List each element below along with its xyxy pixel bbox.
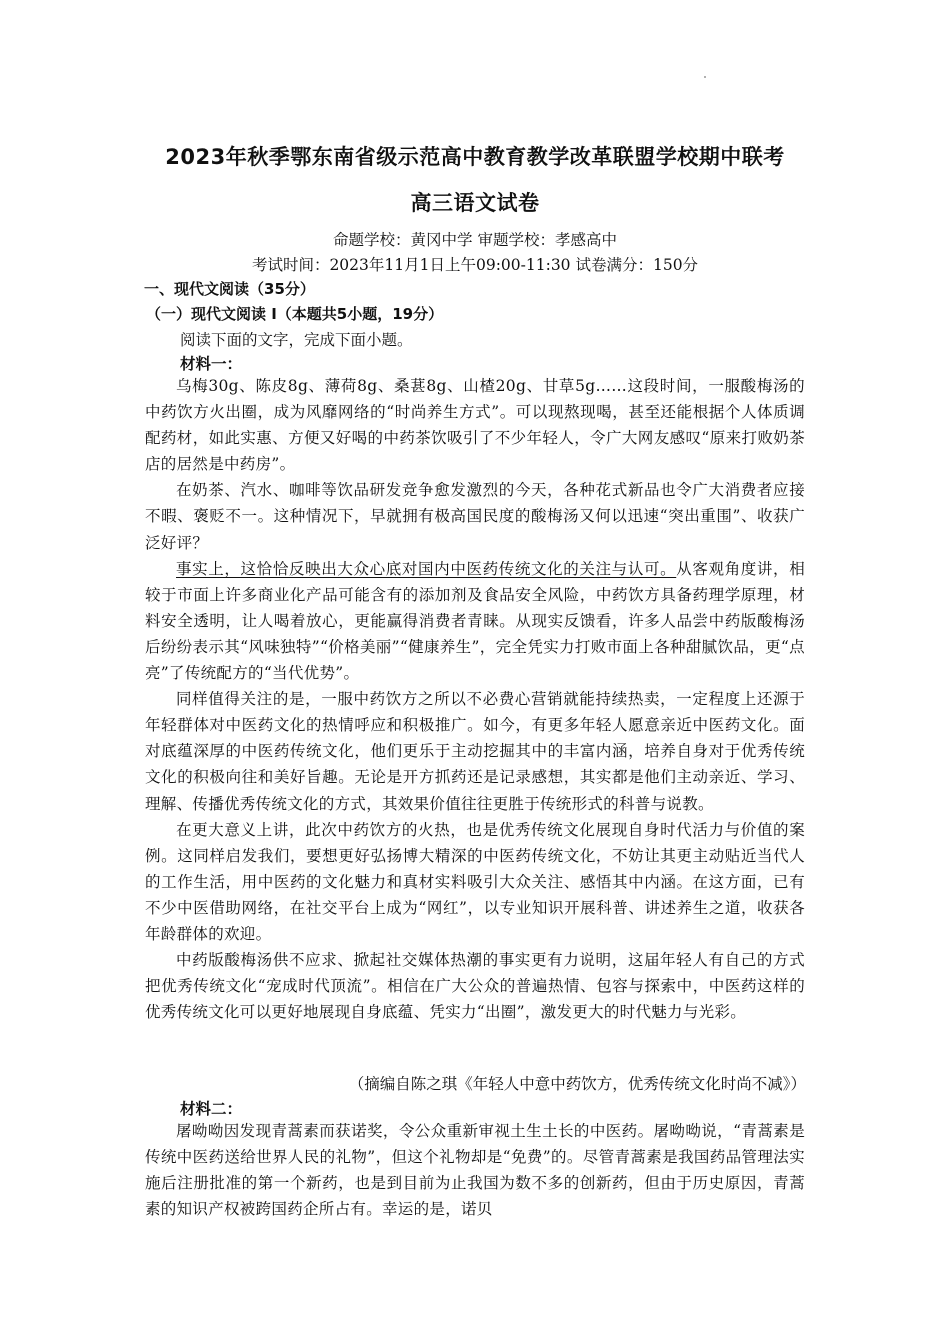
exam-info: 考试时间：2023年11月1日上午09:00-11:30 试卷满分：150分 [251, 256, 699, 274]
material-1-label: 材料一： [180, 355, 243, 373]
reading-instruction: 阅读下面的文字，完成下面小题。 [180, 331, 413, 349]
setting-schools: 命题学校：黄冈中学 审题学校：孝感高中 [333, 231, 617, 249]
material-2-body [145, 1118, 805, 1222]
section-subheading: （一）现代文阅读 I（本题共5小题，19分） [146, 305, 444, 323]
paragraph-continuation: 从客观角度讲，相较于市面上许多商业化产品可能含有的添加剂及食品安全风险，中药饮方具备药理学原理，材料安全透明，让人喝着放心，更能赢得消费者青睐。从现实反馈看，许多人品尝中药版酸梅汤后纷纷表示其“风味独特”“价格美丽”“健康养生”，完全凭实力打败市面上各种甜腻饮品，更“点亮”了传统配方的“当代优势”。 [145, 559, 805, 683]
section-heading: 一、现代文阅读（35分） [144, 280, 315, 298]
material-1-paragraph: 乌梅30g、陈皮8g、薄荷8g、桑葚8g、山楂20g、甘草5g……这段时间，一服酸梅汤的中药饮方火出圈，成为风靡网络的“时尚养生方式”。可以现熬现喝，甚至还能根据个人体质调配药材，如此实惠、方便又好喝的中药茶饮吸引了不少年轻人，令广大网友感叹“原来打败奶茶店的居然是中药房”。 [145, 377, 805, 474]
material-2-label: 材料二： [180, 1100, 243, 1118]
material-1-paragraph: 中药版酸梅汤供不应求、掀起社交媒体热潮的事实更有力说明，这届年轻人有自己的方式把优秀传统文化“宠成时代顶流”。相信在广大公众的普遍热情、包容与探索中，中医药这样的优秀传统文化可以更好地展现自身底蕴、凭实力“出圈”，激发更大的时代魅力与光彩。 [145, 951, 805, 1022]
material-1-paragraph [145, 556, 805, 686]
exam-title: 2023年秋季鄂东南省级示范高中教育教学改革联盟学校期中联考 [165, 145, 785, 169]
material-1-paragraph: 同样值得关注的是，一服中药饮方之所以不必费心营销就能持续热卖，一定程度上还源于年轻群体对中医药文化的热情呼应和积极推广。如今，有更多年轻人愿意亲近中医药文化。面对底蕴深厚的中医药传统文化，他们更乐于主动挖掘其中的丰富内涵，培养自身对于优秀传统文化的积极向往和美好旨趣。无论是开方抓药还是记录感想，其实都是他们主动亲近、学习、理解、传播优秀传统文化的方式，其效果价值往往更胜于传统形式的科普与说教。 [145, 690, 805, 813]
exam-subtitle: 高三语文试卷 [410, 191, 540, 215]
material-2-paragraph: 屠呦呦因发现青蒿素而获诺奖，令公众重新审视土生土长的中医药。屠呦呦说，“青蒿素是传统中医药送给世界人民的礼物”，但这个礼物却是“免费”的。尽管青蒿素是我国药品管理法实施后注册批准的第一个新药，也是到目前为止我国为数不多的创新药，但由于历史原因，青蒿素的知识产权被跨国药企所占有。幸运的是，诺贝 [145, 1122, 805, 1219]
material-1-paragraph: 在更大意义上讲，此次中药饮方的火热，也是优秀传统文化展现自身时代活力与价值的案例。这同样启发我们，要想更好弘扬博大精深的中医药传统文化，不妨让其更主动贴近当代人的工作生活，用中医药的文化魅力和真材实料吸引大众关注、感悟其中内涵。在这方面，已有不少中医借助网络，在社交平台上成为“网红”，以专业知识开展科普、讲述养生之道，收获各年龄群体的欢迎。 [145, 820, 805, 943]
underlined-sentence: 事实上，这恰恰反映出大众心底对国内中医药传统文化的关注与认可。 [176, 559, 677, 578]
material-1-body [145, 373, 805, 1025]
material-1-paragraph: 在奶茶、汽水、咖啡等饮品研发竞争愈发激烈的今天，各种花式新品也令广大消费者应接不暇、褒贬不一。这种情况下，早就拥有极高国民度的酸梅汤又何以迅速“突出重围”、收获广泛好评？ [145, 481, 805, 552]
scan-dot [704, 76, 706, 78]
material-1-source: （摘编自陈之琪《年轻人中意中药饮方，优秀传统文化时尚不减》） [348, 1075, 806, 1093]
